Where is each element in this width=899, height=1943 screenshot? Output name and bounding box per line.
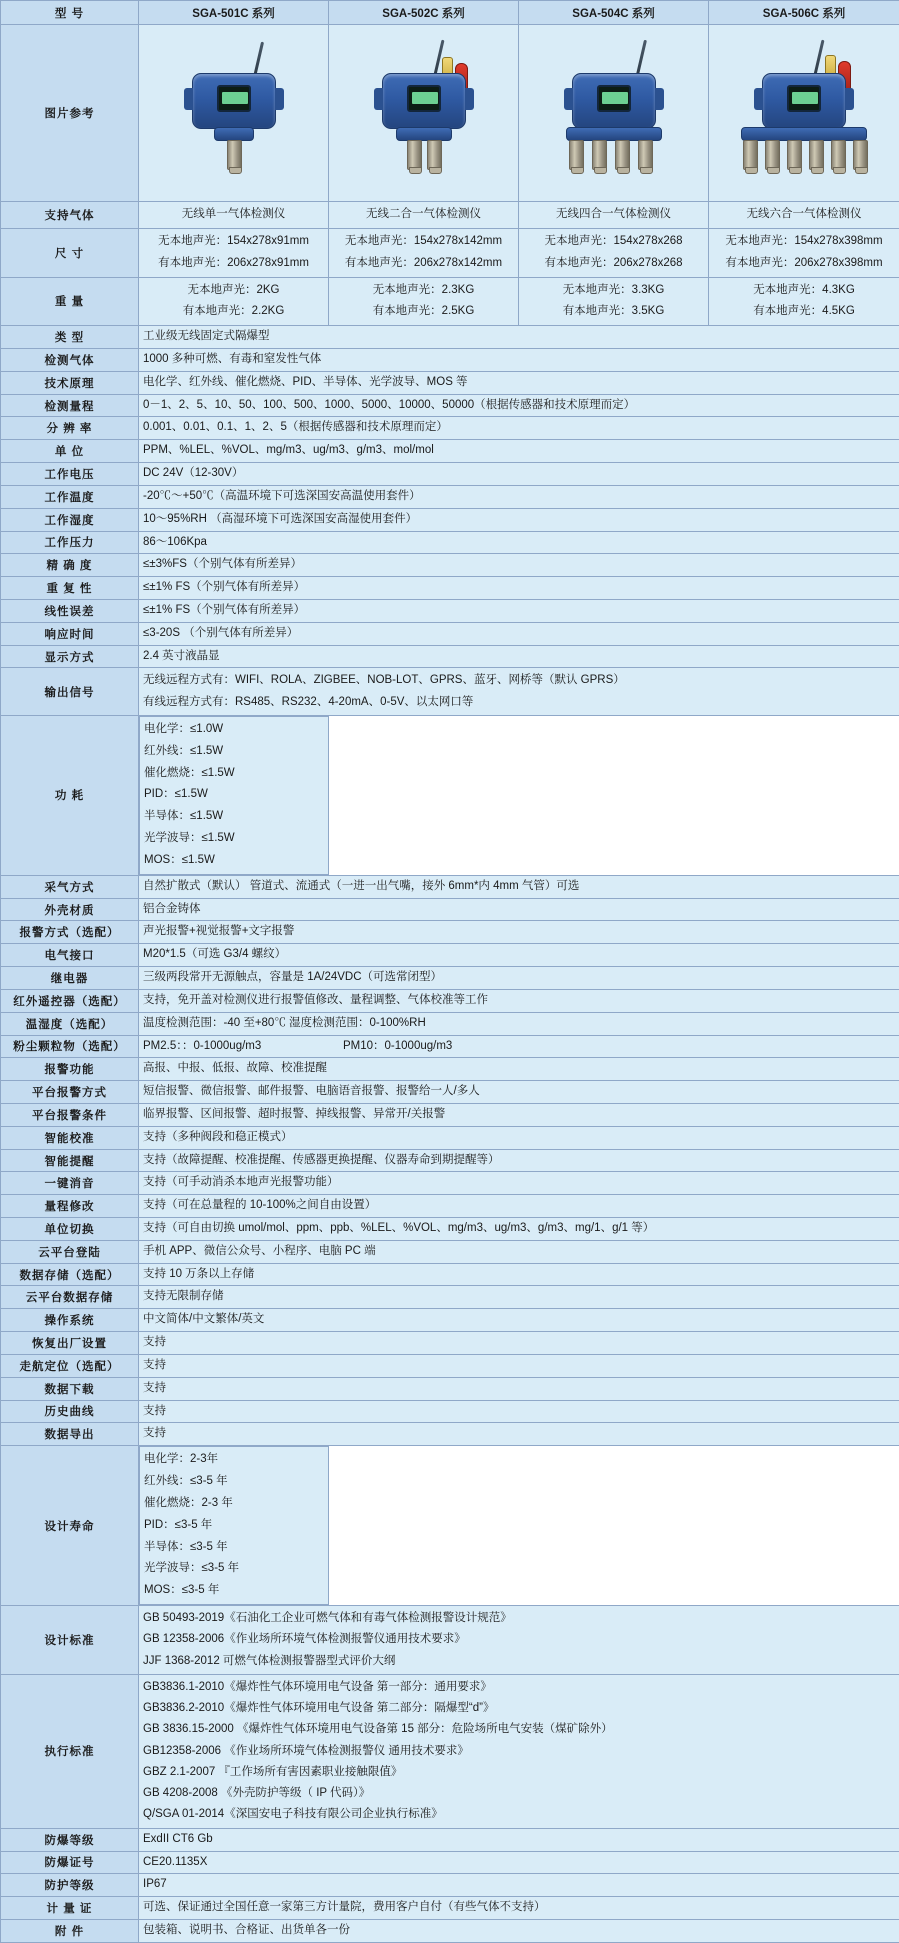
weight-3-line1: 无本地声光：3.3KG: [523, 280, 704, 302]
row-value: [139, 1035, 899, 1058]
row-value: 短信报警、微信报警、邮件报警、电脑语音报警、报警给一人/多人: [139, 1081, 899, 1104]
model-col-2: SGA-502C 系列: [329, 1, 519, 25]
row-value: [139, 1606, 899, 1675]
row-label: 工作电压: [1, 463, 139, 486]
row-label: 附 件: [1, 1919, 139, 1942]
gas-detector-illustration-4: [713, 27, 895, 199]
table-row-spec: [1, 1828, 899, 1851]
table-row-spec: [1, 622, 899, 645]
table-row-spec: [1, 1332, 899, 1355]
row-label: 平台报警方式: [1, 1081, 139, 1104]
table-row-spec: [1, 554, 899, 577]
row-value: 包装箱、说明书、合格证、出货单各一份: [139, 1919, 899, 1942]
table-row-spec: [1, 463, 899, 486]
table-row-spec: [1, 1240, 899, 1263]
row-value: 支持（故障提醒、校准提醒、传感器更换提醒、仪器寿命到期提醒等）: [139, 1149, 899, 1172]
table-row-spec: [1, 944, 899, 967]
weight-3: [519, 277, 709, 326]
row-label: 线性误差: [1, 599, 139, 622]
row-label: 粉尘颗粒物（选配）: [1, 1035, 139, 1058]
table-row-spec: [1, 599, 899, 622]
row-value-line: GB 4208-2008 《外壳防护等级（ IP 代码）》: [143, 1783, 895, 1804]
row-value: 支持: [139, 1354, 899, 1377]
row-label: 数据存储（选配）: [1, 1263, 139, 1286]
row-value-cell: MOS：≤1.5W: [144, 850, 264, 872]
gas-detector-illustration-2: [333, 27, 514, 199]
row-label: 走航定位（选配）: [1, 1354, 139, 1377]
row-label: 输出信号: [1, 668, 139, 716]
row-value: 1000 多种可燃、有毒和窒发性气体: [139, 349, 899, 372]
row-label: 检测气体: [1, 349, 139, 372]
row-value: 86～106Kpa: [139, 531, 899, 554]
table-row-spec: [1, 1446, 899, 1606]
weight-4-line2: 有本地声光：4.5KG: [713, 301, 895, 323]
row-value: 支持，免开盖对检测仪进行报警值修改、量程调整、气体校准等工作: [139, 989, 899, 1012]
row-value-line: GB 12358-2006《作业场所环境气体检测报警仪通用技术要求》: [143, 1629, 895, 1650]
table-row-spec: [1, 967, 899, 990]
row-value: 高报、中报、低报、故障、校准提醒: [139, 1058, 899, 1081]
row-value-cell: 红外线：≤3-5 年: [144, 1471, 319, 1493]
row-value-cell: PID：≤1.5W: [144, 784, 274, 806]
size-3-line1: 无本地声光：154x278x268: [523, 231, 704, 253]
row-label: 智能提醒: [1, 1149, 139, 1172]
table-row-size: [1, 228, 899, 277]
row-value-line: GB3836.1-2010《爆炸性气体环境用电气设备 第一部分：通用要求》: [143, 1677, 895, 1698]
row-value: 工业级无线固定式隔爆型: [139, 326, 899, 349]
size-4-line2: 有本地声光：206x278x398mm: [713, 253, 895, 275]
row-value: ≤±1% FS（个别气体有所差异）: [139, 577, 899, 600]
row-label: 防护等级: [1, 1874, 139, 1897]
row-label: 单 位: [1, 440, 139, 463]
device-image-502c: [329, 25, 519, 202]
table-row-spec: [1, 1377, 899, 1400]
table-row-spec: [1, 326, 899, 349]
row-value: 铝合金铸体: [139, 898, 899, 921]
row-value-cell: MOS：≤3-5 年: [144, 1580, 264, 1602]
row-value: 支持: [139, 1400, 899, 1423]
row-value: 支持（可手动消杀本地声光报警功能）: [139, 1172, 899, 1195]
model-col-3: SGA-504C 系列: [519, 1, 709, 25]
table-row-spec: [1, 1149, 899, 1172]
gas-support-3: 无线四合一气体检测仪: [519, 202, 709, 229]
table-row-spec: [1, 645, 899, 668]
table-row-image-reference: [1, 25, 899, 202]
row-value: -20℃～+50℃（高温环境下可选深国安高温使用套件）: [139, 485, 899, 508]
gas-support-1: 无线单一气体检测仪: [139, 202, 329, 229]
row-label: 外壳材质: [1, 898, 139, 921]
row-value-cell: PM10：0-1000ug/m3: [343, 1038, 452, 1056]
size-2: [329, 228, 519, 277]
row-value: 支持 10 万条以上存储: [139, 1263, 899, 1286]
table-row-spec: [1, 577, 899, 600]
row-value: 2.4 英寸液晶显: [139, 645, 899, 668]
table-row-spec: [1, 485, 899, 508]
weight-2: [329, 277, 519, 326]
table-row-spec: [1, 1195, 899, 1218]
row-value-line: JJF 1368-2012 可燃气体检测报警器型式评价大纲: [143, 1651, 895, 1672]
gas-support-2: 无线二合一气体检测仪: [329, 202, 519, 229]
row-label-model: 型 号: [1, 1, 139, 25]
row-value-line: Q/SGA 01-2014《深国安电子科技有限公司企业执行标准》: [143, 1804, 895, 1825]
row-label: 云平台登陆: [1, 1240, 139, 1263]
row-value: 自然扩散式（默认） 管道式、流通式（一进一出气嘴，接外 6mm*内 4mm 气管）可选: [139, 875, 899, 898]
row-value: ExdII CT6 Gb: [139, 1828, 899, 1851]
size-1: [139, 228, 329, 277]
row-value: [139, 1674, 899, 1828]
row-label: 工作湿度: [1, 508, 139, 531]
size-1-line1: 无本地声光：154x278x91mm: [143, 231, 324, 253]
row-label: 设计标准: [1, 1606, 139, 1675]
row-label: 分 辨 率: [1, 417, 139, 440]
device-image-501c: [139, 25, 329, 202]
row-label: 操作系统: [1, 1309, 139, 1332]
row-value: 支持无限制存储: [139, 1286, 899, 1309]
gas-support-4: 无线六合一气体检测仪: [709, 202, 899, 229]
size-1-line2: 有本地声光：206x278x91mm: [143, 253, 324, 275]
row-label-image-reference: 图片参考: [1, 25, 139, 202]
weight-4: [709, 277, 899, 326]
row-label-gas-support: 支持气体: [1, 202, 139, 229]
row-value-line: 无线远程方式有：WIFI、ROLA、ZIGBEE、NOB-LOT、GPRS、蓝牙、网桥等（默认 GPRS）: [143, 670, 895, 691]
gas-detector-illustration-1: [143, 27, 324, 199]
table-row-spec: [1, 1423, 899, 1446]
row-label: 防爆证号: [1, 1851, 139, 1874]
row-label: 采气方式: [1, 875, 139, 898]
row-label: 防爆等级: [1, 1828, 139, 1851]
table-row-spec: [1, 1263, 899, 1286]
row-label: 精 确 度: [1, 554, 139, 577]
row-label: 电气接口: [1, 944, 139, 967]
row-label: 工作温度: [1, 485, 139, 508]
row-value: 支持（多种阀段和稳正模式）: [139, 1126, 899, 1149]
row-value-line: GBZ 2.1-2007 『工作场所有害因素职业接触限值》: [143, 1762, 895, 1783]
row-label: 智能校准: [1, 1126, 139, 1149]
row-label: 类 型: [1, 326, 139, 349]
row-value-cell: PM2.5：：0-1000ug/m3: [143, 1038, 343, 1056]
table-row-spec: [1, 1400, 899, 1423]
row-label: 历史曲线: [1, 1400, 139, 1423]
weight-1-line2: 有本地声光：2.2KG: [143, 301, 324, 323]
row-label: 响应时间: [1, 622, 139, 645]
row-label: 重 复 性: [1, 577, 139, 600]
row-value-line: GB12358-2006 《作业场所环境气体检测报警仪 通用技术要求》: [143, 1741, 895, 1762]
table-row-spec: [1, 1286, 899, 1309]
row-value: 0－1、2、5、10、50、100、500、1000、5000、10000、50000（根据传感器和技术原理而定）: [139, 394, 899, 417]
size-4-line1: 无本地声光：154x278x398mm: [713, 231, 895, 253]
row-label: 工作压力: [1, 531, 139, 554]
weight-3-line2: 有本地声光：3.5KG: [523, 301, 704, 323]
row-value-cell: 催化燃烧：2-3 年: [144, 1493, 319, 1515]
row-value-cell: 红外线：≤1.5W: [144, 741, 294, 763]
table-row-spec: [1, 989, 899, 1012]
table-row-weight: [1, 277, 899, 326]
table-row-spec: [1, 1354, 899, 1377]
row-label: 功 耗: [1, 715, 139, 875]
row-value: 10～95%RH （高湿环境下可选深国安高湿使用套件）: [139, 508, 899, 531]
row-value-cell: 半导体：≤3-5 年: [144, 1537, 319, 1559]
row-label: 继电器: [1, 967, 139, 990]
table-row-spec: [1, 668, 899, 716]
row-value-cell: 催化燃烧：≤1.5W: [144, 763, 314, 785]
table-row-model: [1, 1, 899, 25]
weight-4-line1: 无本地声光：4.3KG: [713, 280, 895, 302]
row-value-line: 有线远程方式有：RS485、RS232、4-20mA、0-5V、以太网口等: [143, 692, 895, 713]
table-row-spec: [1, 1012, 899, 1035]
size-2-line2: 有本地声光：206x278x142mm: [333, 253, 514, 275]
row-value: ≤3-20S （个别气体有所差异）: [139, 622, 899, 645]
row-label: 执行标准: [1, 1674, 139, 1828]
row-label: 数据导出: [1, 1423, 139, 1446]
row-label: 报警方式（选配）: [1, 921, 139, 944]
row-value-cell: 电化学：≤1.0W: [144, 719, 274, 741]
weight-1: [139, 277, 329, 326]
row-label: 恢复出厂设置: [1, 1332, 139, 1355]
table-row-spec: [1, 1309, 899, 1332]
row-label: 单位切换: [1, 1218, 139, 1241]
size-3-line2: 有本地声光：206x278x268: [523, 253, 704, 275]
row-label-size: 尺 寸: [1, 228, 139, 277]
row-value-cell: 光学波导：≤3-5 年: [144, 1558, 319, 1580]
row-value: 可选、保证通过全国任意一家第三方计量院，费用客户自付（有些气体不支持）: [139, 1897, 899, 1920]
table-row-gas-support: [1, 202, 899, 229]
row-label: 平台报警条件: [1, 1103, 139, 1126]
table-row-spec: [1, 921, 899, 944]
table-row-spec: [1, 1851, 899, 1874]
table-row-spec: [1, 875, 899, 898]
table-row-spec: [1, 1674, 899, 1828]
row-value: ≤±1% FS（个别气体有所差异）: [139, 599, 899, 622]
row-label: 显示方式: [1, 645, 139, 668]
table-row-spec: [1, 1058, 899, 1081]
table-row-spec: [1, 1172, 899, 1195]
row-value-cell: PID：≤3-5 年: [144, 1515, 304, 1537]
row-value: [139, 1446, 329, 1605]
row-label: 云平台数据存储: [1, 1286, 139, 1309]
row-label: 量程修改: [1, 1195, 139, 1218]
row-label: 数据下载: [1, 1377, 139, 1400]
row-value: 支持（可自由切换 umol/mol、ppm、ppb、%LEL、%VOL、mg/m3、ug/m3、g/m3、mg/1、g/1 等）: [139, 1218, 899, 1241]
row-value: 临界报警、区间报警、超时报警、掉线报警、异常开/关报警: [139, 1103, 899, 1126]
row-value: 支持: [139, 1423, 899, 1446]
row-label: 计 量 证: [1, 1897, 139, 1920]
table-row-spec: [1, 1874, 899, 1897]
table-row-spec: [1, 1606, 899, 1675]
row-value-cell: 半导体：≤1.5W: [144, 806, 294, 828]
row-value: 声光报警+视觉报警+文字报警: [139, 921, 899, 944]
row-label: 设计寿命: [1, 1446, 139, 1606]
table-row-spec: [1, 394, 899, 417]
row-value: 温度检测范围：-40 至+80℃ 湿度检测范围：0-100%RH: [139, 1012, 899, 1035]
model-col-4: SGA-506C 系列: [709, 1, 899, 25]
row-label: 报警功能: [1, 1058, 139, 1081]
row-value: 中文简体/中文繁体/英文: [139, 1309, 899, 1332]
table-row-spec: [1, 349, 899, 372]
table-row-spec: [1, 417, 899, 440]
table-row-spec: [1, 1126, 899, 1149]
table-row-spec: [1, 715, 899, 875]
table-row-spec: [1, 371, 899, 394]
row-value: DC 24V（12-30V）: [139, 463, 899, 486]
row-value-line: GB 3836.15-2000 《爆炸性气体环境用电气设备第 15 部分：危险场所电气安装（煤矿除外）: [143, 1719, 895, 1740]
row-value: 0.001、0.01、0.1、1、2、5（根据传感器和技术原理而定）: [139, 417, 899, 440]
device-image-504c: [519, 25, 709, 202]
table-row-spec: [1, 1035, 899, 1058]
row-label: 检测量程: [1, 394, 139, 417]
row-value: [139, 668, 899, 716]
row-label: 一键消音: [1, 1172, 139, 1195]
weight-1-line1: 无本地声光：2KG: [143, 280, 324, 302]
row-value: 手机 APP、微信公众号、小程序、电脑 PC 端: [139, 1240, 899, 1263]
row-value: 三级两段常开无源触点，容量是 1A/24VDC（可选常闭型）: [139, 967, 899, 990]
row-value: ≤±3%FS（个别气体有所差异）: [139, 554, 899, 577]
weight-2-line1: 无本地声光：2.3KG: [333, 280, 514, 302]
table-row-spec: [1, 508, 899, 531]
row-value: PPM、%LEL、%VOL、mg/m3、ug/m3、g/m3、mol/mol: [139, 440, 899, 463]
table-row-spec: [1, 1103, 899, 1126]
table-row-spec: [1, 1218, 899, 1241]
row-label-weight: 重 量: [1, 277, 139, 326]
table-row-spec: [1, 440, 899, 463]
row-value: 支持（可在总量程的 10-100%之间自由设置）: [139, 1195, 899, 1218]
row-value: CE20.1135X: [139, 1851, 899, 1874]
row-value-cell: 光学波导：≤1.5W: [144, 828, 314, 850]
row-value: 支持: [139, 1332, 899, 1355]
row-label: 温湿度（选配）: [1, 1012, 139, 1035]
row-value: 支持: [139, 1377, 899, 1400]
row-value-line: GB3836.2-2010《爆炸性气体环境用电气设备 第二部分：隔爆型“d”》: [143, 1698, 895, 1719]
row-value: 电化学、红外线、催化燃烧、PID、半导体、光学波导、MOS 等: [139, 371, 899, 394]
row-value: [139, 716, 329, 875]
row-label: 红外遥控器（选配）: [1, 989, 139, 1012]
row-value-line: GB 50493-2019《石油化工企业可燃气体和有毒气体检测报警设计规范》: [143, 1608, 895, 1629]
table-row-spec: [1, 1897, 899, 1920]
row-value: M20*1.5（可选 G3/4 螺纹）: [139, 944, 899, 967]
table-row-spec: [1, 1081, 899, 1104]
size-4: [709, 228, 899, 277]
gas-detector-illustration-3: [523, 27, 704, 199]
weight-2-line2: 有本地声光：2.5KG: [333, 301, 514, 323]
row-value: IP67: [139, 1874, 899, 1897]
device-image-506c: [709, 25, 899, 202]
table-row-spec: [1, 1919, 899, 1942]
row-label: 技术原理: [1, 371, 139, 394]
size-3: [519, 228, 709, 277]
table-row-spec: [1, 898, 899, 921]
row-value-cell: 电化学：2-3年: [144, 1449, 304, 1471]
size-2-line1: 无本地声光：154x278x142mm: [333, 231, 514, 253]
model-col-1: SGA-501C 系列: [139, 1, 329, 25]
table-row-spec: [1, 531, 899, 554]
